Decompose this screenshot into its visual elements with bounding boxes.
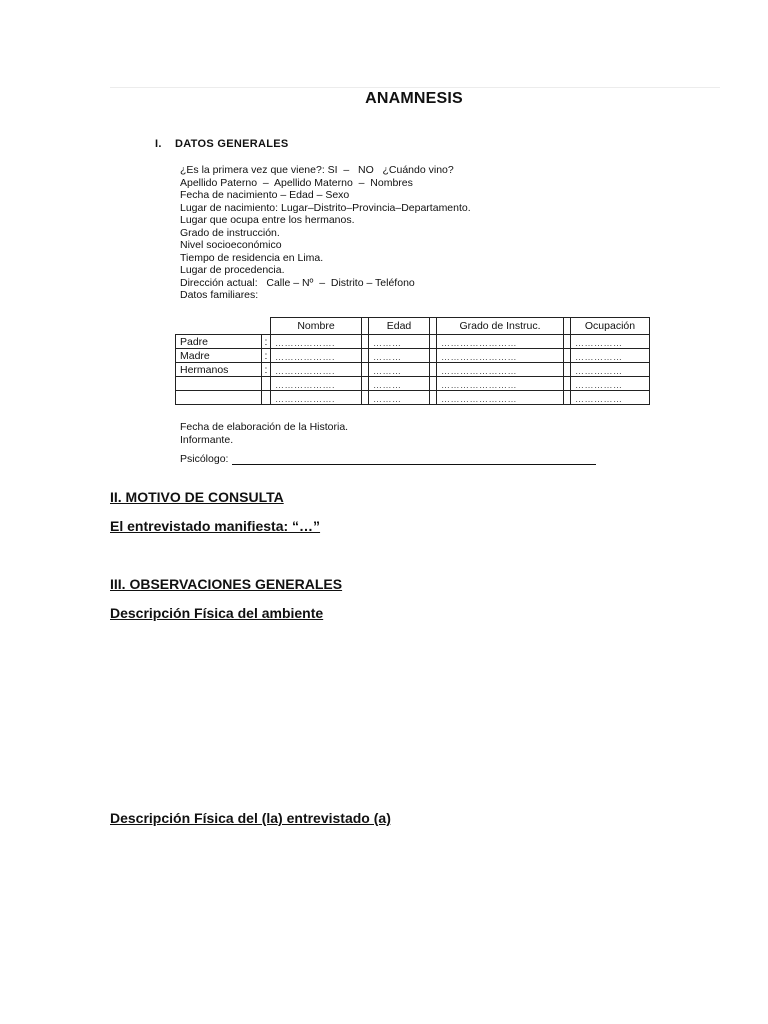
section-1-title: DATOS GENERALES <box>175 138 289 150</box>
section-2-title: II. MOTIVO DE CONSULTA <box>110 489 284 505</box>
general-data-line: Lugar de nacimiento: Lugar–Distrito–Provincia–Departamento. <box>180 201 471 214</box>
general-data-line: Grado de instrucción. <box>180 226 280 239</box>
header-nombre: Nombre <box>271 318 362 335</box>
header-edad: Edad <box>369 318 430 335</box>
row-label <box>176 391 262 405</box>
general-data-line: Lugar que ocupa entre los hermanos. <box>180 214 355 226</box>
general-data-line: ¿Es la primera vez que viene?: SI – NO ¿Cuándo vino? <box>180 164 454 176</box>
ocupacion-cell: …………… <box>571 377 650 391</box>
general-data-line: Datos familiares: <box>180 289 259 301</box>
row-separator: : <box>262 349 271 363</box>
section-3-title: III. OBSERVACIONES GENERALES <box>110 576 343 592</box>
ocupacion-cell: …………… <box>571 335 650 349</box>
general-data-line: Dirección actual: Calle – Nº – Distrito – Teléfono <box>180 276 415 289</box>
physical-interviewee-heading: Descripción Física del (la) entrevistado (a) <box>110 810 391 826</box>
table-row <box>176 363 650 377</box>
general-data-line: Apellido Paterno – Apellido Materno – Nombres <box>180 176 413 189</box>
top-divider <box>110 87 720 88</box>
informant-line: Informante. <box>180 433 234 446</box>
edad-cell: ……… <box>369 363 430 377</box>
psychologist-label: Psicólogo: <box>180 453 229 465</box>
signature-line <box>232 453 596 465</box>
grado-cell: …………………… <box>437 391 564 405</box>
nombre-cell: ………………. <box>271 363 362 377</box>
general-data-line: Tiempo de residencia en Lima. <box>180 251 324 264</box>
ocupacion-cell: …………… <box>571 363 650 377</box>
section-1-heading <box>155 138 289 150</box>
nombre-cell: ………………. <box>271 335 362 349</box>
section-1-number: I. <box>155 138 162 150</box>
physical-environment-heading: Descripción Física del ambiente <box>110 605 324 621</box>
row-separator: : <box>262 335 271 349</box>
nombre-cell: ………………. <box>271 349 362 363</box>
psychologist-signature <box>180 453 596 465</box>
row-label: Hermanos <box>176 363 262 377</box>
grado-cell: …………………… <box>437 363 564 377</box>
row-separator <box>262 377 271 391</box>
edad-cell: ……… <box>369 335 430 349</box>
section-2-line: El entrevistado manifiesta: “…” <box>110 518 321 534</box>
table-header-row <box>176 318 650 335</box>
row-label: Padre <box>176 335 262 349</box>
table-row <box>176 335 650 349</box>
edad-cell: ……… <box>369 377 430 391</box>
table-row <box>176 391 650 405</box>
table-row <box>176 349 650 363</box>
document-title: ANAMNESIS <box>365 90 463 107</box>
nombre-cell: ………………. <box>271 391 362 405</box>
nombre-cell: ………………. <box>271 377 362 391</box>
edad-cell: ……… <box>369 349 430 363</box>
row-separator <box>262 391 271 405</box>
header-grado: Grado de Instruc. <box>437 318 564 335</box>
grado-cell: …………………… <box>437 335 564 349</box>
row-label <box>176 377 262 391</box>
elaboration-date-line: Fecha de elaboración de la Historia. <box>180 421 349 433</box>
general-data-line: Fecha de nacimiento – Edad – Sexo <box>180 189 350 201</box>
general-data-list <box>180 164 471 302</box>
ocupacion-cell: …………… <box>571 349 650 363</box>
row-label: Madre <box>176 349 262 363</box>
grado-cell: …………………… <box>437 377 564 391</box>
history-info <box>180 421 348 446</box>
grado-cell: …………………… <box>437 349 564 363</box>
header-ocupacion: Ocupación <box>571 318 650 335</box>
row-separator: : <box>262 363 271 377</box>
ocupacion-cell: …………… <box>571 391 650 405</box>
general-data-line: Lugar de procedencia. <box>180 264 285 276</box>
general-data-line: Nivel socioeconómico <box>180 239 282 251</box>
edad-cell: ……… <box>369 391 430 405</box>
table-row <box>176 377 650 391</box>
family-data-table <box>175 317 650 405</box>
